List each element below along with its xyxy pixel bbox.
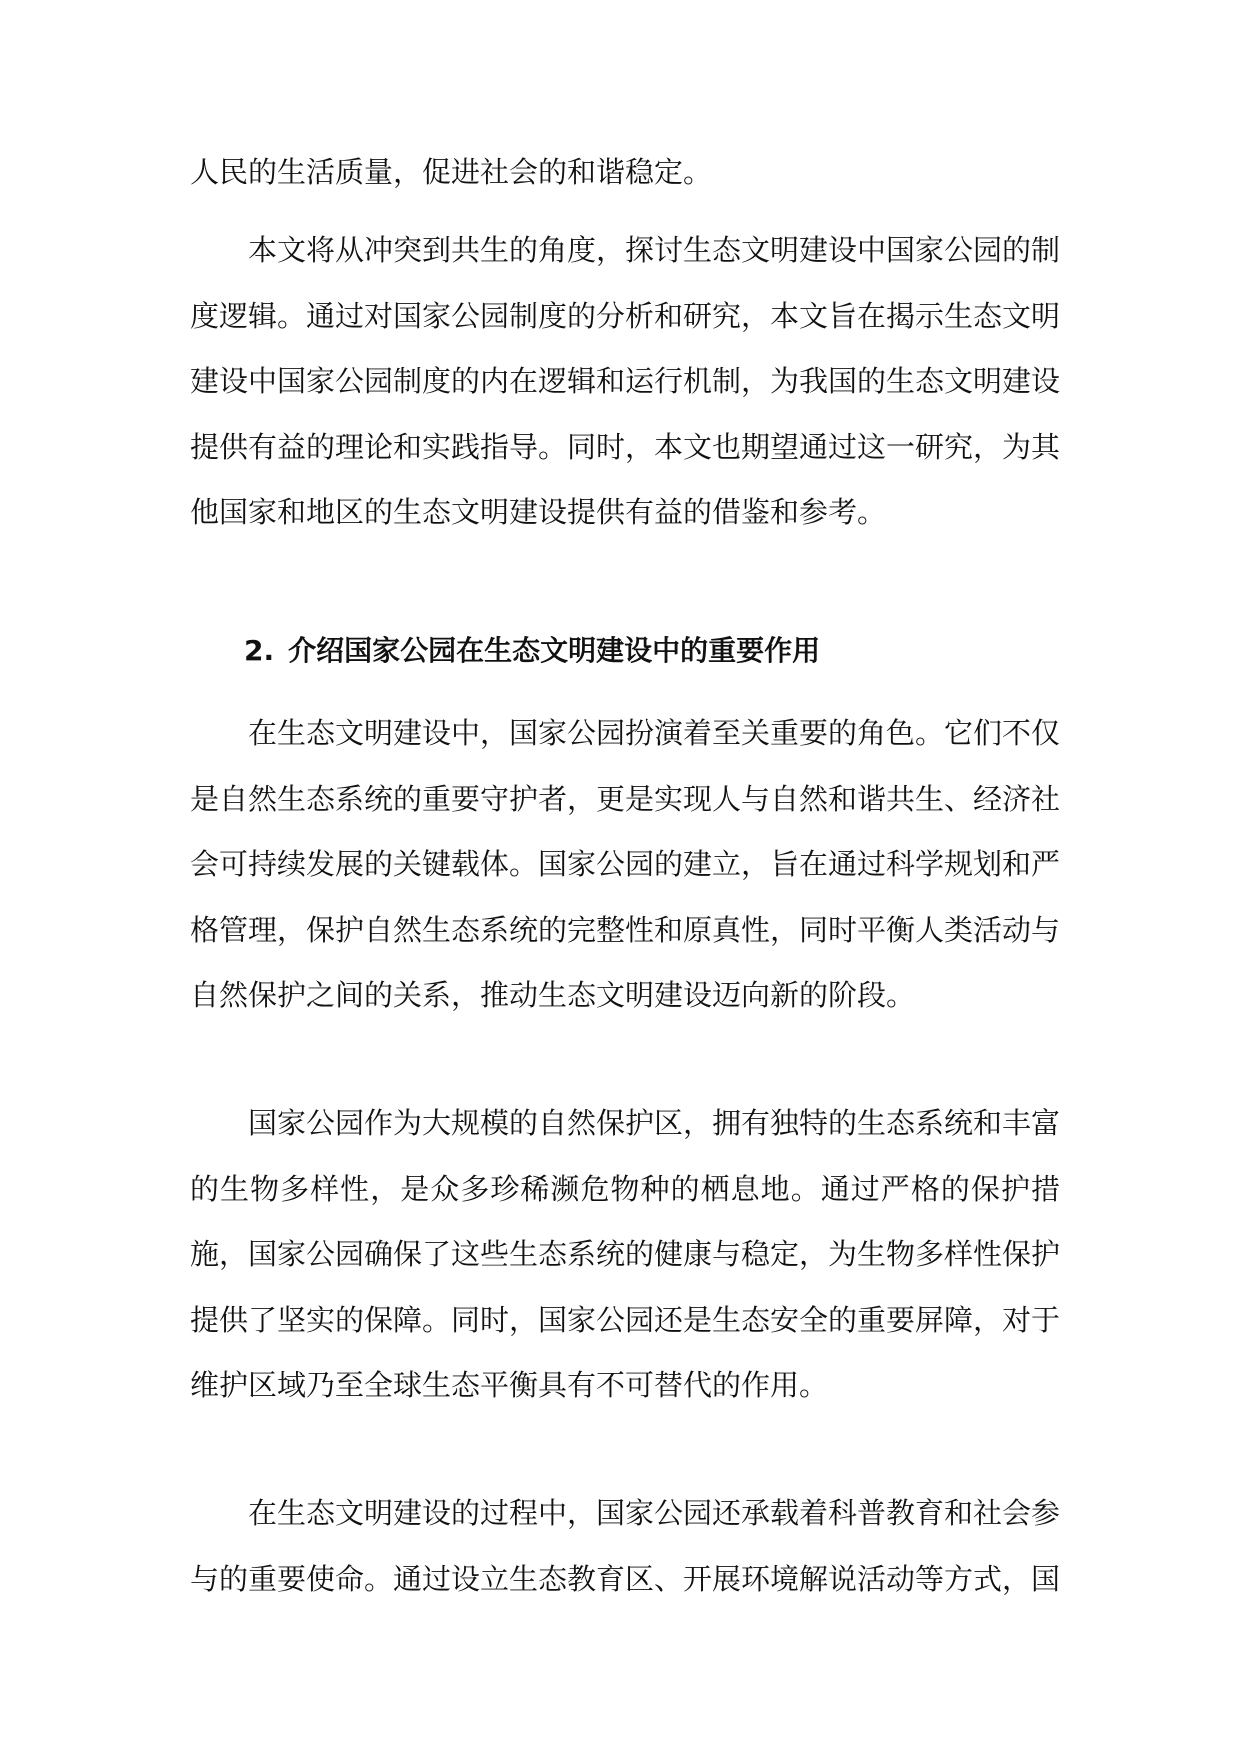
section-number: 2. xyxy=(244,634,275,667)
paragraph-education: 在生态文明建设的过程中，国家公园还承载着科普教育和社会参与的重要使命。通过设立生态教育区、开展环境解说活动等方式，国 xyxy=(190,1496,1061,1596)
paragraph-role: 在生态文明建设中，国家公园扮演着至关重要的角色。它们不仅是自然生态系统的重要守护者，更是实现人与自然和谐共生、经济社会可持续发展的关键载体。国家公园的建立，旨在通过科学规划和严格管理，保护自然生态系统的完整性和原真性，同时平衡人类活动与自然保护之间的关系，推动生态文明建设迈向新的阶段。 xyxy=(190,716,1061,1012)
section-title: 介绍国家公园在生态文明建设中的重要作用 xyxy=(288,634,821,667)
paragraph-continued: 人民的生活质量，促进社会的和谐稳定。 xyxy=(190,155,713,189)
paragraph-intro: 本文将从冲突到共生的角度，探讨生态文明建设中国家公园的制度逻辑。通过对国家公园制度的分析和研究，本文旨在揭示生态文明建设中国家公园制度的内在逻辑和运行机制，为我国的生态文明建设提供有益的理论和实践指导。同时，本文也期望通过这一研究，为其他国家和地区的生态文明建设提供有益的借鉴和参考。 xyxy=(190,233,1061,529)
section-heading xyxy=(244,618,820,683)
paragraph-biodiversity: 国家公园作为大规模的自然保护区，拥有独特的生态系统和丰富的生物多样性，是众多珍稀濒危物种的栖息地。通过严格的保护措施，国家公园确保了这些生态系统的健康与稳定，为生物多样性保护提供了坚实的保障。同时，国家公园还是生态安全的重要屏障，对于维护区域乃至全球生态平衡具有不可替代的作用。 xyxy=(190,1106,1061,1402)
